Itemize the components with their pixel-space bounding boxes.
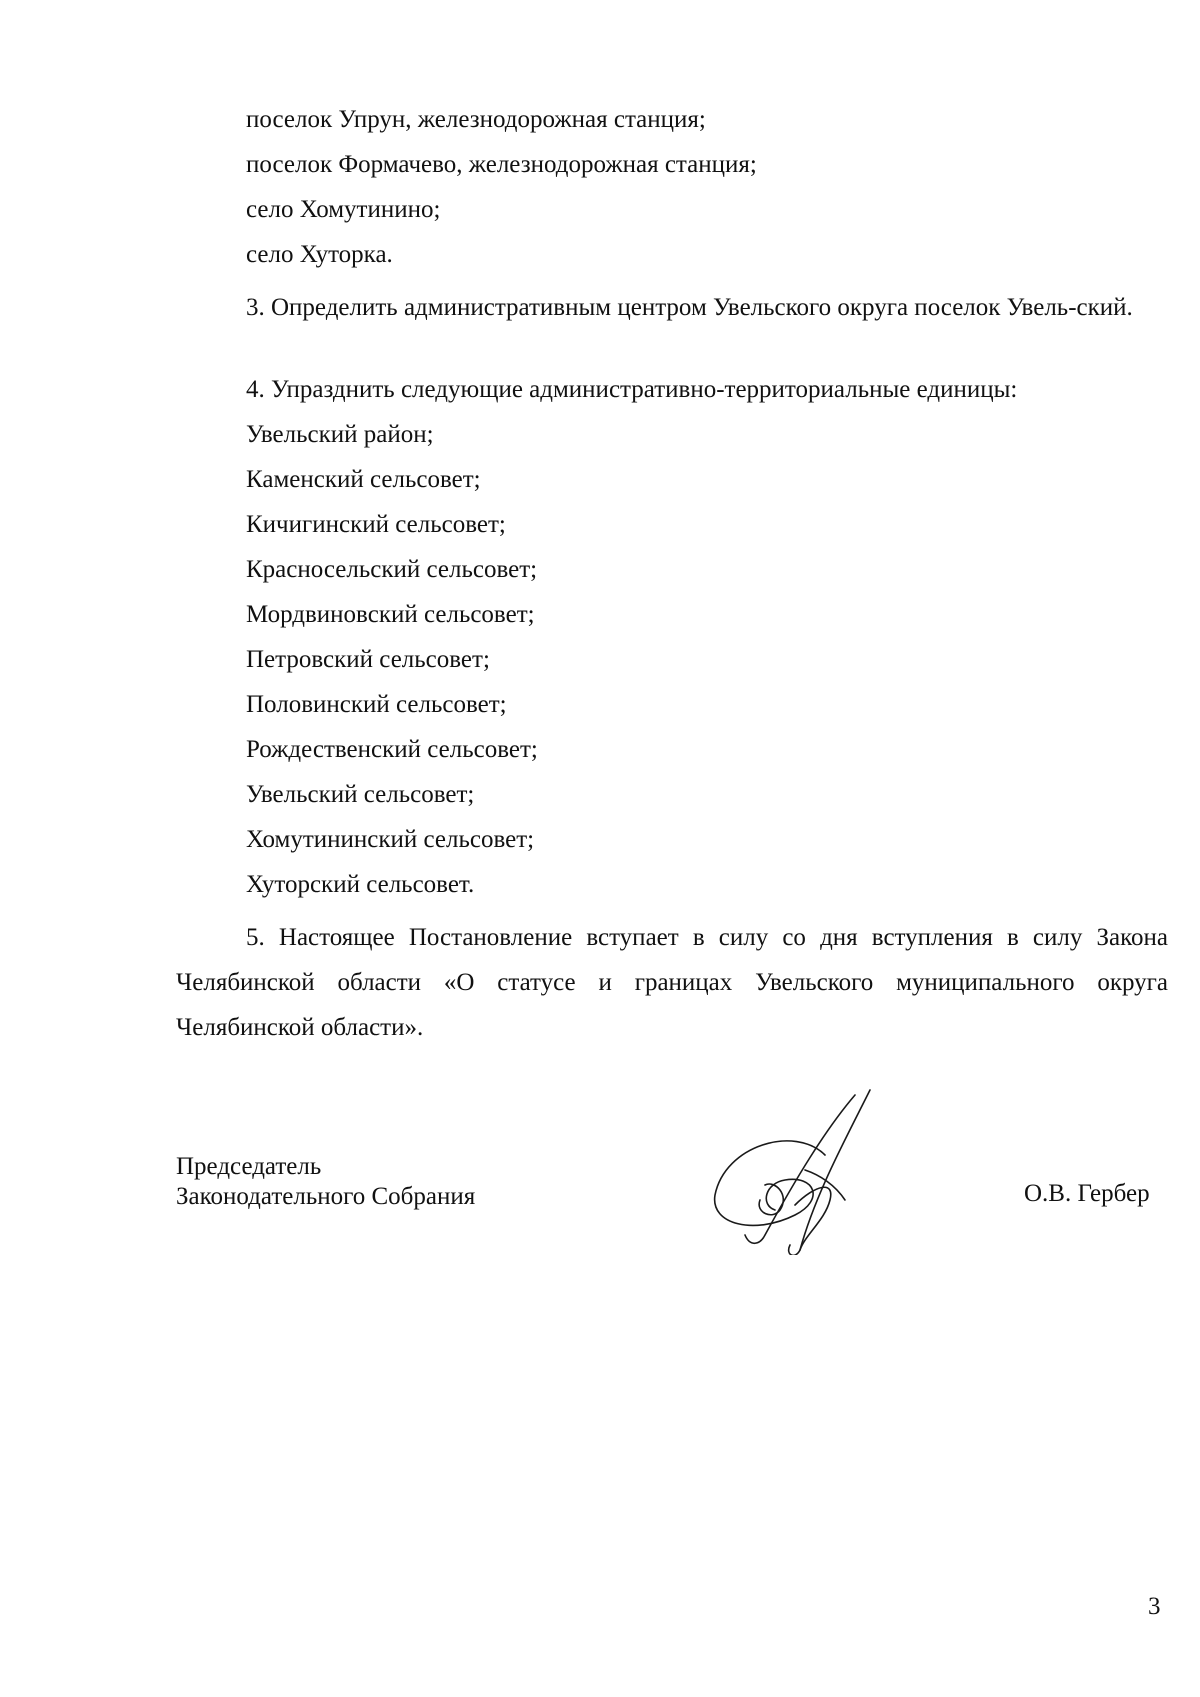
- abolished-unit-line: Хомутининский сельсовет;: [246, 826, 535, 853]
- paragraph-item-4-intro: 4. Упразднить следующие административно-территориальные единицы:: [246, 376, 1018, 403]
- settlement-line: поселок Упрун, железнодорожная станция;: [246, 106, 706, 133]
- settlement-line: село Хуторка.: [246, 241, 393, 268]
- paragraph-item-5: 5. Настоящее Постановление вступает в силу со дня вступления в силу Закона Челябинской области «О статусе и границах Увельского муниципального округа Челябинской области».: [176, 924, 1168, 1041]
- abolished-unit-line: Каменский сельсовет;: [246, 466, 481, 493]
- abolished-unit-line: Хуторский сельсовет.: [246, 871, 475, 898]
- abolished-unit-line: Кичигинский сельсовет;: [246, 511, 506, 538]
- abolished-unit-line: Красносельский сельсовет;: [246, 556, 538, 583]
- abolished-unit-line: Увельский район;: [246, 421, 434, 448]
- paragraph-item-3: 3. Определить административным центром Увельского округа поселок Увель-ский.: [246, 294, 1133, 321]
- abolished-unit-line: Мордвиновский сельсовет;: [246, 601, 535, 628]
- settlement-line: село Хомутинино;: [246, 196, 441, 223]
- signatory-name: О.В. Гербер: [1024, 1180, 1150, 1207]
- handwritten-signature: [705, 1085, 905, 1255]
- signatory-title-line1: Председатель: [176, 1153, 322, 1180]
- abolished-unit-line: Петровский сельсовет;: [246, 646, 490, 673]
- abolished-unit-line: Половинский сельсовет;: [246, 691, 507, 718]
- page-number: 3: [1148, 1593, 1161, 1620]
- abolished-unit-line: Увельский сельсовет;: [246, 781, 475, 808]
- signatory-title-line2: Законодательного Собрания: [176, 1183, 476, 1210]
- signatory-title: [176, 1152, 475, 1212]
- settlement-line: поселок Формачево, железнодорожная станция;: [246, 151, 757, 178]
- abolished-unit-line: Рождественский сельсовет;: [246, 736, 538, 763]
